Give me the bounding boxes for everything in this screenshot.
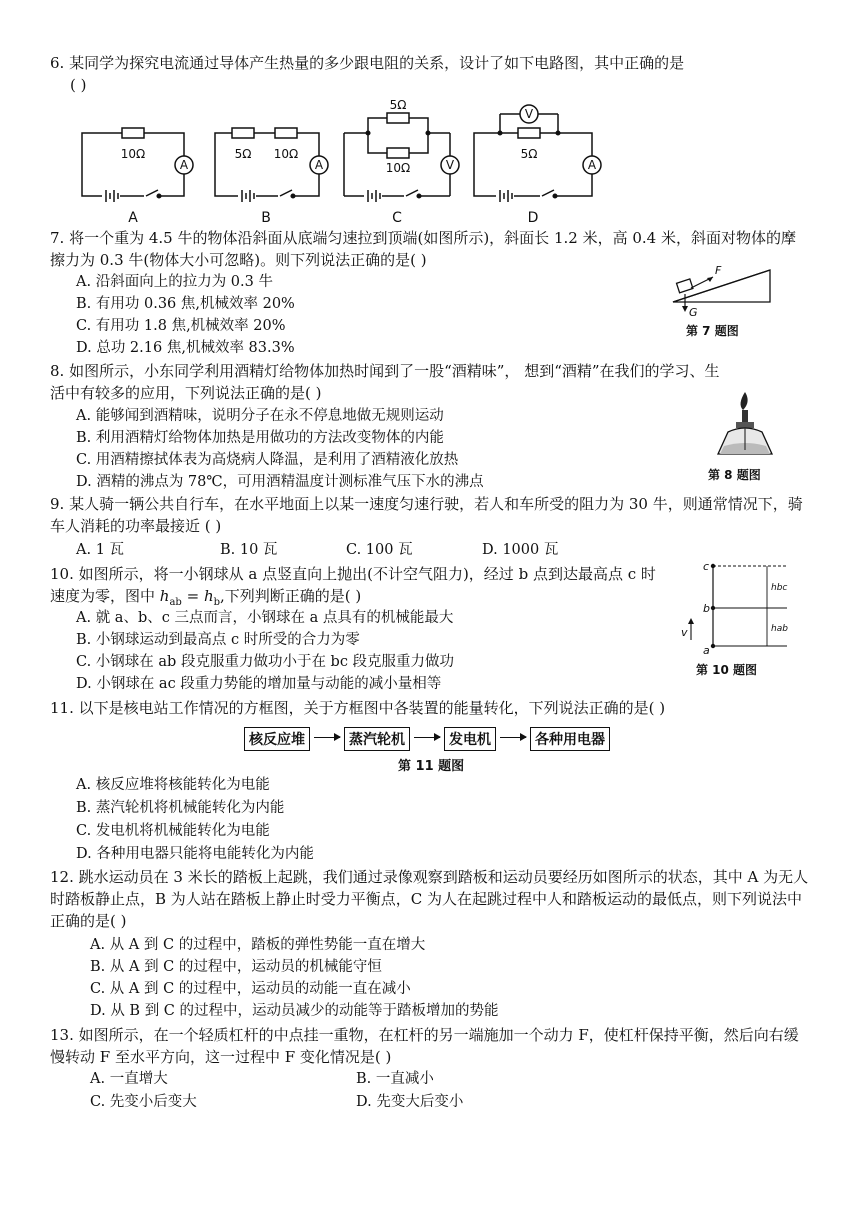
- circuit-d-ammeter: A: [587, 158, 597, 172]
- question-7-stem: 7. 将一个重为 4.5 牛的物体沿斜面从底端匀速拉到顶端(如图所示)，斜面长 1.2 米，高 0.4 米，斜面对物体的摩擦力为 0.3 牛(物体大小可忽略)。则下列说法正确的是( ): [50, 229, 796, 269]
- circuit-c-resistor-2-label: 10Ω: [385, 161, 411, 175]
- question-13-option-b: B. 一直减小: [356, 1071, 434, 1087]
- flow-box-generator: 发电机: [444, 727, 496, 751]
- flow-box-turbine: 蒸汽轮机: [344, 727, 410, 751]
- h-ab-label: hab: [771, 624, 788, 634]
- h-ab-symbol: h: [159, 587, 170, 605]
- circuit-c-meter: V: [445, 158, 455, 172]
- question-10-trajectory-figure: [675, 558, 795, 658]
- question-12-option-a: A. 从 A 到 C 的过程中，踏板的弹性势能一直在增大: [90, 937, 426, 953]
- h-bc-label: hbc: [771, 583, 788, 593]
- question-6-stem: 6. 某同学为探究电流通过导体产生热量的多少跟电阻的关系，设计了如下电路图，其中正确的是: [50, 54, 685, 72]
- question-8-caption: 第 8 题图: [708, 468, 761, 482]
- question-12-option-d: D. 从 B 到 C 的过程中，运动员减少的动能等于踏板增加的势能: [90, 1003, 499, 1019]
- flow-box-appliances: 各种用电器: [530, 727, 610, 751]
- question-12-stem: 12. 跳水运动员在 3 米长的踏板上起跳，我们通过录像观察到踏板和运动员要经历如图所示的状态，其中 A 为无人时踏板静止点，B 为人站在踏板上静止时受力平衡点，C 为人在起跳过程中人和踏板运动的最低点，则下列说法中正确的是( ): [50, 868, 809, 930]
- question-9-option-c: C. 100 瓦: [346, 542, 413, 558]
- circuit-c-label: C: [392, 210, 402, 225]
- flow-arrow-3: [500, 737, 526, 738]
- question-11-option-a: A. 核反应堆将核能转化为电能: [76, 777, 270, 793]
- question-10-caption: 第 10 题图: [696, 663, 758, 677]
- question-10-option-b: B. 小钢球运动到最高点 c 时所受的合力为零: [76, 632, 360, 648]
- question-7-incline-figure: [665, 260, 780, 318]
- circuit-a: [82, 128, 193, 202]
- question-7-option-c: C. 有用功 1.8 焦,机械效率 20%: [76, 318, 286, 334]
- velocity-label: v: [681, 626, 688, 639]
- circuit-b-resistor-1-label: 5Ω: [234, 147, 252, 161]
- question-8-option-b: B. 利用酒精灯给物体加热是用做功的方法改变物体的内能: [76, 430, 444, 446]
- question-10-option-d: D. 小钢球在 ac 段重力势能的增加量与动能的减小量相等: [76, 676, 442, 692]
- question-7-option-b: B. 有用功 0.36 焦,机械效率 20%: [76, 296, 295, 312]
- question-9-stem: 9. 某人骑一辆公共自行车，在水平地面上以某一速度匀速行驶，若人和车所受的阻力为 30 牛，则通常情况下，骑车人消耗的功率最接近 ( ): [50, 495, 803, 535]
- question-13-option-c: C. 先变小后变大: [90, 1094, 197, 1110]
- incline-force-label: F: [715, 264, 722, 277]
- circuit-a-resistor-label: 10Ω: [120, 147, 146, 161]
- flow-box-reactor: 核反应堆: [244, 727, 310, 751]
- point-b-label: b: [703, 602, 710, 615]
- question-9-option-b: B. 10 瓦: [220, 542, 278, 558]
- circuit-b-label: B: [261, 210, 271, 225]
- question-8-option-d: D. 酒精的沸点为 78℃，可用酒精温度计测标准气压下水的沸点: [76, 474, 484, 490]
- question-10-stem-pre: 10. 如图所示，将一小钢球从 a 点竖直向上抛出(不计空气阻力)，经过 b 点到达最高点 c 时速度为零，图中: [50, 565, 656, 605]
- circuit-a-label: A: [128, 210, 138, 225]
- question-11-caption: 第 11 题图: [398, 759, 465, 774]
- question-9-option-d: D. 1000 瓦: [482, 542, 559, 558]
- question-11-stem: 11. 以下是核电站工作情况的方框图，关于方框图中各装置的能量转化，下列说法正确的是( ): [50, 699, 666, 717]
- h-b-symbol: h: [203, 587, 214, 605]
- circuit-b-resistor-2-label: 10Ω: [273, 147, 299, 161]
- question-9-option-a: A. 1 瓦: [76, 542, 125, 558]
- circuit-d-label: D: [527, 210, 539, 225]
- h-ab-subscript: ab: [169, 597, 182, 608]
- circuit-c-resistor-1-label: 5Ω: [389, 100, 407, 112]
- question-13-option-a: A. 一直增大: [90, 1071, 168, 1087]
- question-6: [50, 52, 810, 96]
- question-7-option-a: A. 沿斜面向上的拉力为 0.3 牛: [76, 274, 273, 290]
- question-8-alcohol-lamp-figure: [710, 388, 780, 460]
- question-11-option-c: C. 发电机将机械能转化为电能: [76, 823, 270, 839]
- question-8-option-a: A. 能够闻到酒精味，说明分子在永不停息地做无规则运动: [76, 408, 444, 424]
- question-10-option-a: A. 就 a、b、c 三点而言，小钢球在 a 点具有的机械能最大: [76, 610, 454, 626]
- circuit-c: [344, 113, 459, 202]
- question-12-option-c: C. 从 A 到 C 的过程中，运动员的动能一直在减小: [90, 981, 411, 997]
- question-10-option-c: C. 小钢球在 ab 段克服重力做功小于在 bc 段克服重力做功: [76, 654, 455, 670]
- equals-sign: =: [181, 587, 204, 605]
- h-b-subscript: b: [213, 597, 221, 608]
- question-6-circuits-figure: [70, 100, 630, 225]
- question-7-option-d: D. 总功 2.16 焦,机械效率 83.3%: [76, 340, 295, 356]
- question-11-option-b: B. 蒸汽轮机将机械能转化为内能: [76, 800, 285, 816]
- question-11-option-d: D. 各种用电器只能将电能转化为内能: [76, 846, 314, 862]
- flow-arrow-1: [314, 737, 340, 738]
- circuit-b-meter: A: [314, 158, 324, 172]
- question-6-blank: ( ): [70, 76, 87, 94]
- question-10-stem-post: ,下列判断正确的是( ): [220, 587, 362, 605]
- question-7-caption: 第 7 题图: [686, 324, 739, 338]
- circuit-a-meter: A: [179, 158, 189, 172]
- circuit-b: [215, 128, 328, 202]
- question-8-stem: 8. 如图所示，小东同学利用酒精灯给物体加热时闻到了一股“酒精味”， 想到“酒精”在我们的学习、生活中有较多的应用，下列说法正确的是( ): [50, 362, 720, 402]
- circuit-d-voltmeter: V: [524, 107, 534, 121]
- question-8-option-c: C. 用酒精擦拭体表为高烧病人降温，是利用了酒精液化放热: [76, 452, 459, 468]
- question-13-stem: 13. 如图所示，在一个轻质杠杆的中点挂一重物，在杠杆的另一端施加一个动力 F，使杠杆保持平衡，然后向右缓慢转动 F 至水平方向，这一过程中 F 变化情况是( ): [50, 1026, 799, 1066]
- question-12-option-b: B. 从 A 到 C 的过程中，运动员的机械能守恒: [90, 959, 382, 975]
- flow-arrow-2: [414, 737, 440, 738]
- incline-weight-label: G: [689, 306, 698, 318]
- circuit-d-resistor-label: 5Ω: [520, 147, 538, 161]
- point-a-label: a: [703, 644, 710, 657]
- question-13-option-d: D. 先变大后变小: [356, 1094, 464, 1110]
- point-c-label: c: [703, 560, 710, 573]
- circuit-d: [474, 105, 601, 202]
